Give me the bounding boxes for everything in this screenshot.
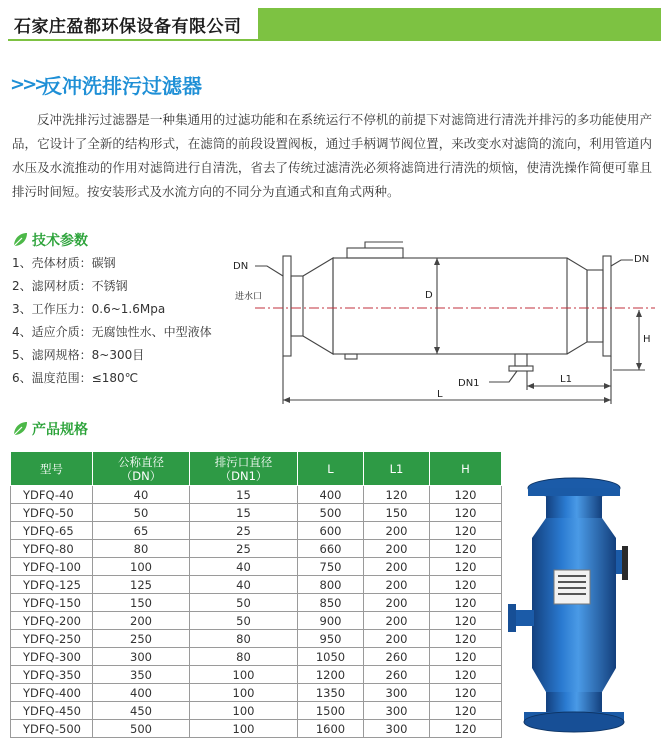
param-item: 5、滤网规格：8~300目 — [12, 348, 145, 362]
table-cell: 80 — [190, 630, 298, 648]
table-cell: 80 — [93, 540, 190, 558]
table-cell: 660 — [298, 540, 364, 558]
table-cell: 100 — [190, 684, 298, 702]
param-item: 1、壳体材质：碳钢 — [12, 256, 116, 270]
table-cell: 200 — [364, 630, 430, 648]
table-cell: YDFQ-450 — [11, 702, 93, 720]
dn-left-label: DN — [233, 261, 249, 272]
table-cell: 120 — [430, 558, 502, 576]
col-header: H — [430, 452, 502, 486]
table-cell: YDFQ-40 — [11, 486, 93, 504]
table-row — [11, 684, 502, 702]
company-name: 石家庄盈都环保设备有限公司 — [14, 17, 242, 37]
table-row — [11, 720, 502, 738]
table-cell: 400 — [93, 684, 190, 702]
table-cell: 120 — [430, 630, 502, 648]
dn1-label: DN1 — [458, 378, 480, 389]
right-flange — [603, 256, 611, 356]
table-cell: 120 — [430, 540, 502, 558]
product-photo — [502, 470, 652, 738]
table-cell: 100 — [190, 702, 298, 720]
table-cell: YDFQ-400 — [11, 684, 93, 702]
table-cell: 1050 — [298, 648, 364, 666]
table-cell: 900 — [298, 612, 364, 630]
col-header: 排污口直径 （DN1） — [190, 452, 298, 486]
table-cell: 150 — [364, 504, 430, 522]
table-row — [11, 594, 502, 612]
table-cell: 50 — [93, 504, 190, 522]
table-cell: 1500 — [298, 702, 364, 720]
filter-dimension-diagram — [225, 236, 661, 416]
table-cell: 100 — [190, 720, 298, 738]
table-cell: 1600 — [298, 720, 364, 738]
table-cell: 1350 — [298, 684, 364, 702]
table-cell: 200 — [93, 612, 190, 630]
table-cell: 600 — [298, 522, 364, 540]
table-cell: 50 — [190, 594, 298, 612]
table-cell: 200 — [364, 594, 430, 612]
col-header: 型号 — [11, 452, 93, 486]
table-cell: 300 — [93, 648, 190, 666]
spec-header-row — [11, 452, 502, 486]
table-row — [11, 612, 502, 630]
leaf-icon — [12, 421, 28, 437]
table-cell: 120 — [430, 594, 502, 612]
tech-params-list — [12, 252, 212, 390]
table-row — [11, 486, 502, 504]
table-cell: YDFQ-350 — [11, 666, 93, 684]
table-cell: 15 — [190, 486, 298, 504]
table-cell: YDFQ-250 — [11, 630, 93, 648]
left-pipe — [291, 276, 303, 336]
table-cell: 120 — [430, 720, 502, 738]
table-cell: 25 — [190, 522, 298, 540]
table-row — [11, 540, 502, 558]
inlet-label: 进水口 — [235, 292, 263, 302]
table-row — [11, 522, 502, 540]
valve-handle — [365, 242, 403, 248]
table-row — [11, 558, 502, 576]
table-cell: 200 — [364, 576, 430, 594]
table-cell: 120 — [430, 702, 502, 720]
table-cell: 120 — [430, 504, 502, 522]
triple-arrow-icon: >>> — [10, 74, 47, 95]
table-cell: 750 — [298, 558, 364, 576]
table-cell: 150 — [93, 594, 190, 612]
table-cell: 120 — [430, 576, 502, 594]
d-label: D — [425, 290, 433, 301]
param-item: 4、适应介质：无腐蚀性水、中型液体 — [12, 325, 212, 339]
product-intro: 反冲洗排污过滤器是一种集通用的过滤功能和在系统运行不停机的前提下对滤筒进行清洗并排污的多功能使用产品，它设计了全新的结构形式，在滤筒的前段设置阀板，通过手柄调节阀位置，来改变水对滤筒的流向，利用管道内水压及水流推动的作用对滤筒进行自清洗，省去了传统过滤清洗必须将滤筒进行清洗的烦恼，使清洗操作简便可靠且排污时间短。按安装形式及水流方向的不同分为直通式和直角式两种。 — [12, 112, 652, 199]
table-row — [11, 576, 502, 594]
table-cell: 25 — [190, 540, 298, 558]
header-bar — [0, 0, 661, 46]
tech-params-heading — [12, 230, 88, 250]
param-item: 2、滤网材质：不锈钢 — [12, 279, 128, 293]
table-cell: YDFQ-150 — [11, 594, 93, 612]
table-cell: 1200 — [298, 666, 364, 684]
table-cell: 125 — [93, 576, 190, 594]
table-row — [11, 702, 502, 720]
table-cell: 250 — [93, 630, 190, 648]
table-cell: 40 — [190, 576, 298, 594]
table-cell: 100 — [190, 666, 298, 684]
table-cell: 40 — [190, 558, 298, 576]
right-cone — [567, 258, 587, 354]
table-cell: YDFQ-300 — [11, 648, 93, 666]
drain-flange — [509, 366, 533, 371]
table-row — [11, 504, 502, 522]
table-cell: 15 — [190, 504, 298, 522]
table-cell: 200 — [364, 540, 430, 558]
table-cell: 40 — [93, 486, 190, 504]
dn-right-leader — [611, 260, 633, 266]
table-cell: 850 — [298, 594, 364, 612]
table-cell: 50 — [190, 612, 298, 630]
table-cell: YDFQ-50 — [11, 504, 93, 522]
table-cell: 200 — [364, 558, 430, 576]
left-flange — [283, 256, 291, 356]
bottom-boss — [345, 354, 357, 359]
spec-title: 产品规格 — [32, 422, 88, 438]
table-cell: 200 — [364, 612, 430, 630]
table-cell: 65 — [93, 522, 190, 540]
left-cone — [303, 258, 333, 354]
table-cell: 450 — [93, 702, 190, 720]
table-row — [11, 630, 502, 648]
table-cell: YDFQ-80 — [11, 540, 93, 558]
drain-neck — [515, 354, 527, 366]
table-cell: 200 — [364, 522, 430, 540]
spec-body — [11, 486, 502, 738]
table-cell: YDFQ-65 — [11, 522, 93, 540]
h-label: H — [643, 334, 651, 345]
param-item: 3、工作压力：0.6~1.6Mpa — [12, 302, 166, 316]
right-pipe — [587, 270, 603, 342]
table-cell: 350 — [93, 666, 190, 684]
valve-handle-base — [347, 248, 403, 258]
col-header: L1 — [364, 452, 430, 486]
spec-table — [10, 451, 502, 738]
table-cell: 500 — [93, 720, 190, 738]
table-cell: 100 — [93, 558, 190, 576]
table-cell: 120 — [430, 684, 502, 702]
dn-right-label: DN — [634, 254, 650, 265]
table-cell: 300 — [364, 684, 430, 702]
filter-body — [333, 258, 567, 354]
table-cell: 950 — [298, 630, 364, 648]
table-cell: 120 — [364, 486, 430, 504]
table-row — [11, 648, 502, 666]
table-cell: 400 — [298, 486, 364, 504]
table-cell: 80 — [190, 648, 298, 666]
l-label: L — [437, 389, 443, 400]
spec-heading — [12, 419, 88, 439]
table-cell: 120 — [430, 648, 502, 666]
product-title: 反冲洗排污过滤器 — [42, 74, 202, 98]
table-cell: YDFQ-125 — [11, 576, 93, 594]
tech-params-title: 技术参数 — [32, 233, 88, 249]
l1-label: L1 — [560, 374, 572, 385]
header-green-band — [258, 8, 661, 40]
table-cell: 500 — [298, 504, 364, 522]
table-cell: 800 — [298, 576, 364, 594]
table-cell: 300 — [364, 720, 430, 738]
table-cell: YDFQ-200 — [11, 612, 93, 630]
table-cell: 260 — [364, 648, 430, 666]
header-underline — [8, 39, 661, 41]
param-item: 6、温度范围：≤180℃ — [12, 371, 139, 385]
dn1-leader — [489, 371, 517, 382]
col-header: L — [298, 452, 364, 486]
table-cell: 300 — [364, 702, 430, 720]
col-header: 公称直径 （DN） — [93, 452, 190, 486]
table-cell: 120 — [430, 666, 502, 684]
table-cell: 120 — [430, 486, 502, 504]
dn-left-leader — [255, 266, 283, 276]
table-cell: 120 — [430, 612, 502, 630]
table-cell: YDFQ-100 — [11, 558, 93, 576]
table-cell: 260 — [364, 666, 430, 684]
table-cell: 120 — [430, 522, 502, 540]
table-cell: YDFQ-500 — [11, 720, 93, 738]
table-row — [11, 666, 502, 684]
leaf-icon — [12, 232, 28, 248]
